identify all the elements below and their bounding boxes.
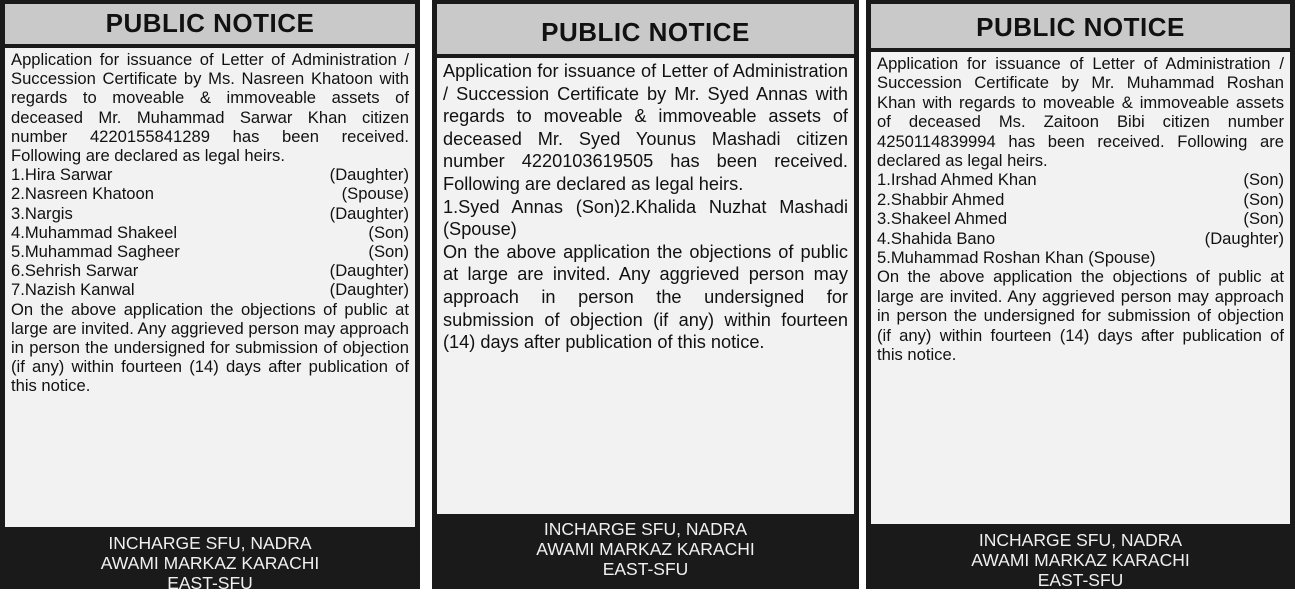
heir-relation: (Son) [368, 242, 409, 262]
heir-name: 4.Muhammad Shakeel [11, 222, 178, 242]
notice-footer [437, 514, 854, 579]
heir-name: 2.Shabbir Ahmed [877, 189, 1005, 209]
notice-body [871, 52, 1290, 524]
heir-item [11, 223, 409, 242]
public-notice-3 [866, 0, 1295, 589]
notice-title: PUBLIC NOTICE [437, 4, 854, 54]
public-notice-1 [0, 0, 420, 593]
footer-line: AWAMI MARKAZ KARACHI [971, 550, 1190, 570]
heir-item [11, 261, 409, 280]
heir-name: 4.Shahida Bano [877, 228, 996, 248]
footer-line: AWAMI MARKAZ KARACHI [536, 539, 755, 559]
heir-name: 3.Shakeel Ahmed [877, 209, 1008, 229]
footer-line: AWAMI MARKAZ KARACHI [100, 553, 320, 573]
heir-item: 5.Muhammad Roshan Khan (Spouse) [877, 248, 1156, 268]
heir-relation: (Spouse) [341, 184, 409, 204]
heir-relation: (Daughter) [329, 165, 409, 185]
notice-title: PUBLIC NOTICE [871, 4, 1290, 48]
footer-line: INCHARGE SFU, NADRA [108, 533, 312, 553]
heir-item [11, 204, 409, 223]
heir-item [11, 280, 409, 299]
footer-line: INCHARGE SFU, NADRA [543, 519, 748, 539]
heir-item [877, 170, 1284, 189]
public-notice-2 [432, 0, 859, 589]
heir-item [11, 242, 409, 261]
heir-relation: (Son) [1243, 209, 1284, 229]
heir-relation: (Son) [1243, 189, 1284, 209]
heir-name: 1.Irshad Ahmed Khan [877, 170, 1037, 190]
heir-item [11, 184, 409, 203]
notice-title: PUBLIC NOTICE [5, 4, 415, 44]
application-text: Application for issuance of Letter of Administration / Succession Certificate by Mr. Syed Annas with regards to moveable & immoveable assets of deceased Mr. Syed Younus Mashadi citizen number 4220103619505 has been received. Following are declared as legal heirs. [443, 61, 848, 194]
objection-text: On the above application the objections of public at large are invited. Any aggrieved person may approach in person the undersigned for submission of objection (if any) within fourteen (14) days after publication of this notice. [11, 299, 409, 396]
heir-relation: (Son) [368, 222, 409, 242]
heir-relation: (Daughter) [329, 203, 409, 223]
heirs-text: 1.Syed Annas (Son)2.Khalida Nuzhat Mashadi (Spouse) [443, 196, 848, 240]
notice-body [437, 58, 854, 514]
footer-line: EAST-SFU [167, 573, 253, 593]
objection-text: On the above application the objections of public at large are invited. Any aggrieved person may approach in person the undersigned for submission of objection (if any) within fourteen (14) days after publication of this notice. [443, 241, 848, 353]
notice-body [5, 48, 415, 527]
heir-name: 3.Nargis [11, 203, 73, 223]
heir-item [877, 190, 1284, 209]
application-text: Application for issuance of Letter of Administration / Succession Certificate by Ms. Nasreen Khatoon with regards to moveable & immoveable assets of deceased Mr. Muhammad Sarwar Khan citizen number 4220155841289 has been received. Following are declared as legal heirs. [11, 50, 409, 166]
heirs-list [11, 165, 409, 299]
footer-line: INCHARGE SFU, NADRA [978, 530, 1183, 550]
notice-footer [871, 524, 1290, 590]
heir-name: 6.Sehrish Sarwar [11, 261, 139, 281]
heir-relation: (Son) [1243, 170, 1284, 190]
heir-name: 1.Hira Sarwar [11, 165, 113, 185]
application-text: Application for issuance of Letter of Administration / Succession Certificate by Mr. Muhammad Roshan Khan with regards to moveable & immoveable assets of deceased Ms. Zaitoon Bibi citizen number 4250114839994 has been received. Following are declared as legal heirs. [877, 54, 1284, 171]
footer-line: EAST-SFU [602, 559, 689, 579]
heir-item [11, 165, 409, 184]
heir-relation: (Daughter) [1204, 228, 1284, 248]
heir-item [877, 229, 1284, 248]
footer-line: EAST-SFU [1037, 570, 1124, 590]
heirs-list [877, 170, 1284, 267]
heir-item [877, 209, 1284, 228]
objection-text: On the above application the objections of public at large are invited. Any aggrieved person may approach in person the undersigned for submission of objection (if any) within fourteen (14) days after publication of this notice. [877, 267, 1284, 365]
heir-name: 2.Nasreen Khatoon [11, 184, 154, 204]
heir-relation: (Daughter) [329, 280, 409, 300]
notice-footer [5, 527, 415, 593]
heir-relation: (Daughter) [329, 261, 409, 281]
heir-name: 5.Muhammad Sagheer [11, 242, 180, 262]
heir-name: 7.Nazish Kanwal [11, 280, 135, 300]
